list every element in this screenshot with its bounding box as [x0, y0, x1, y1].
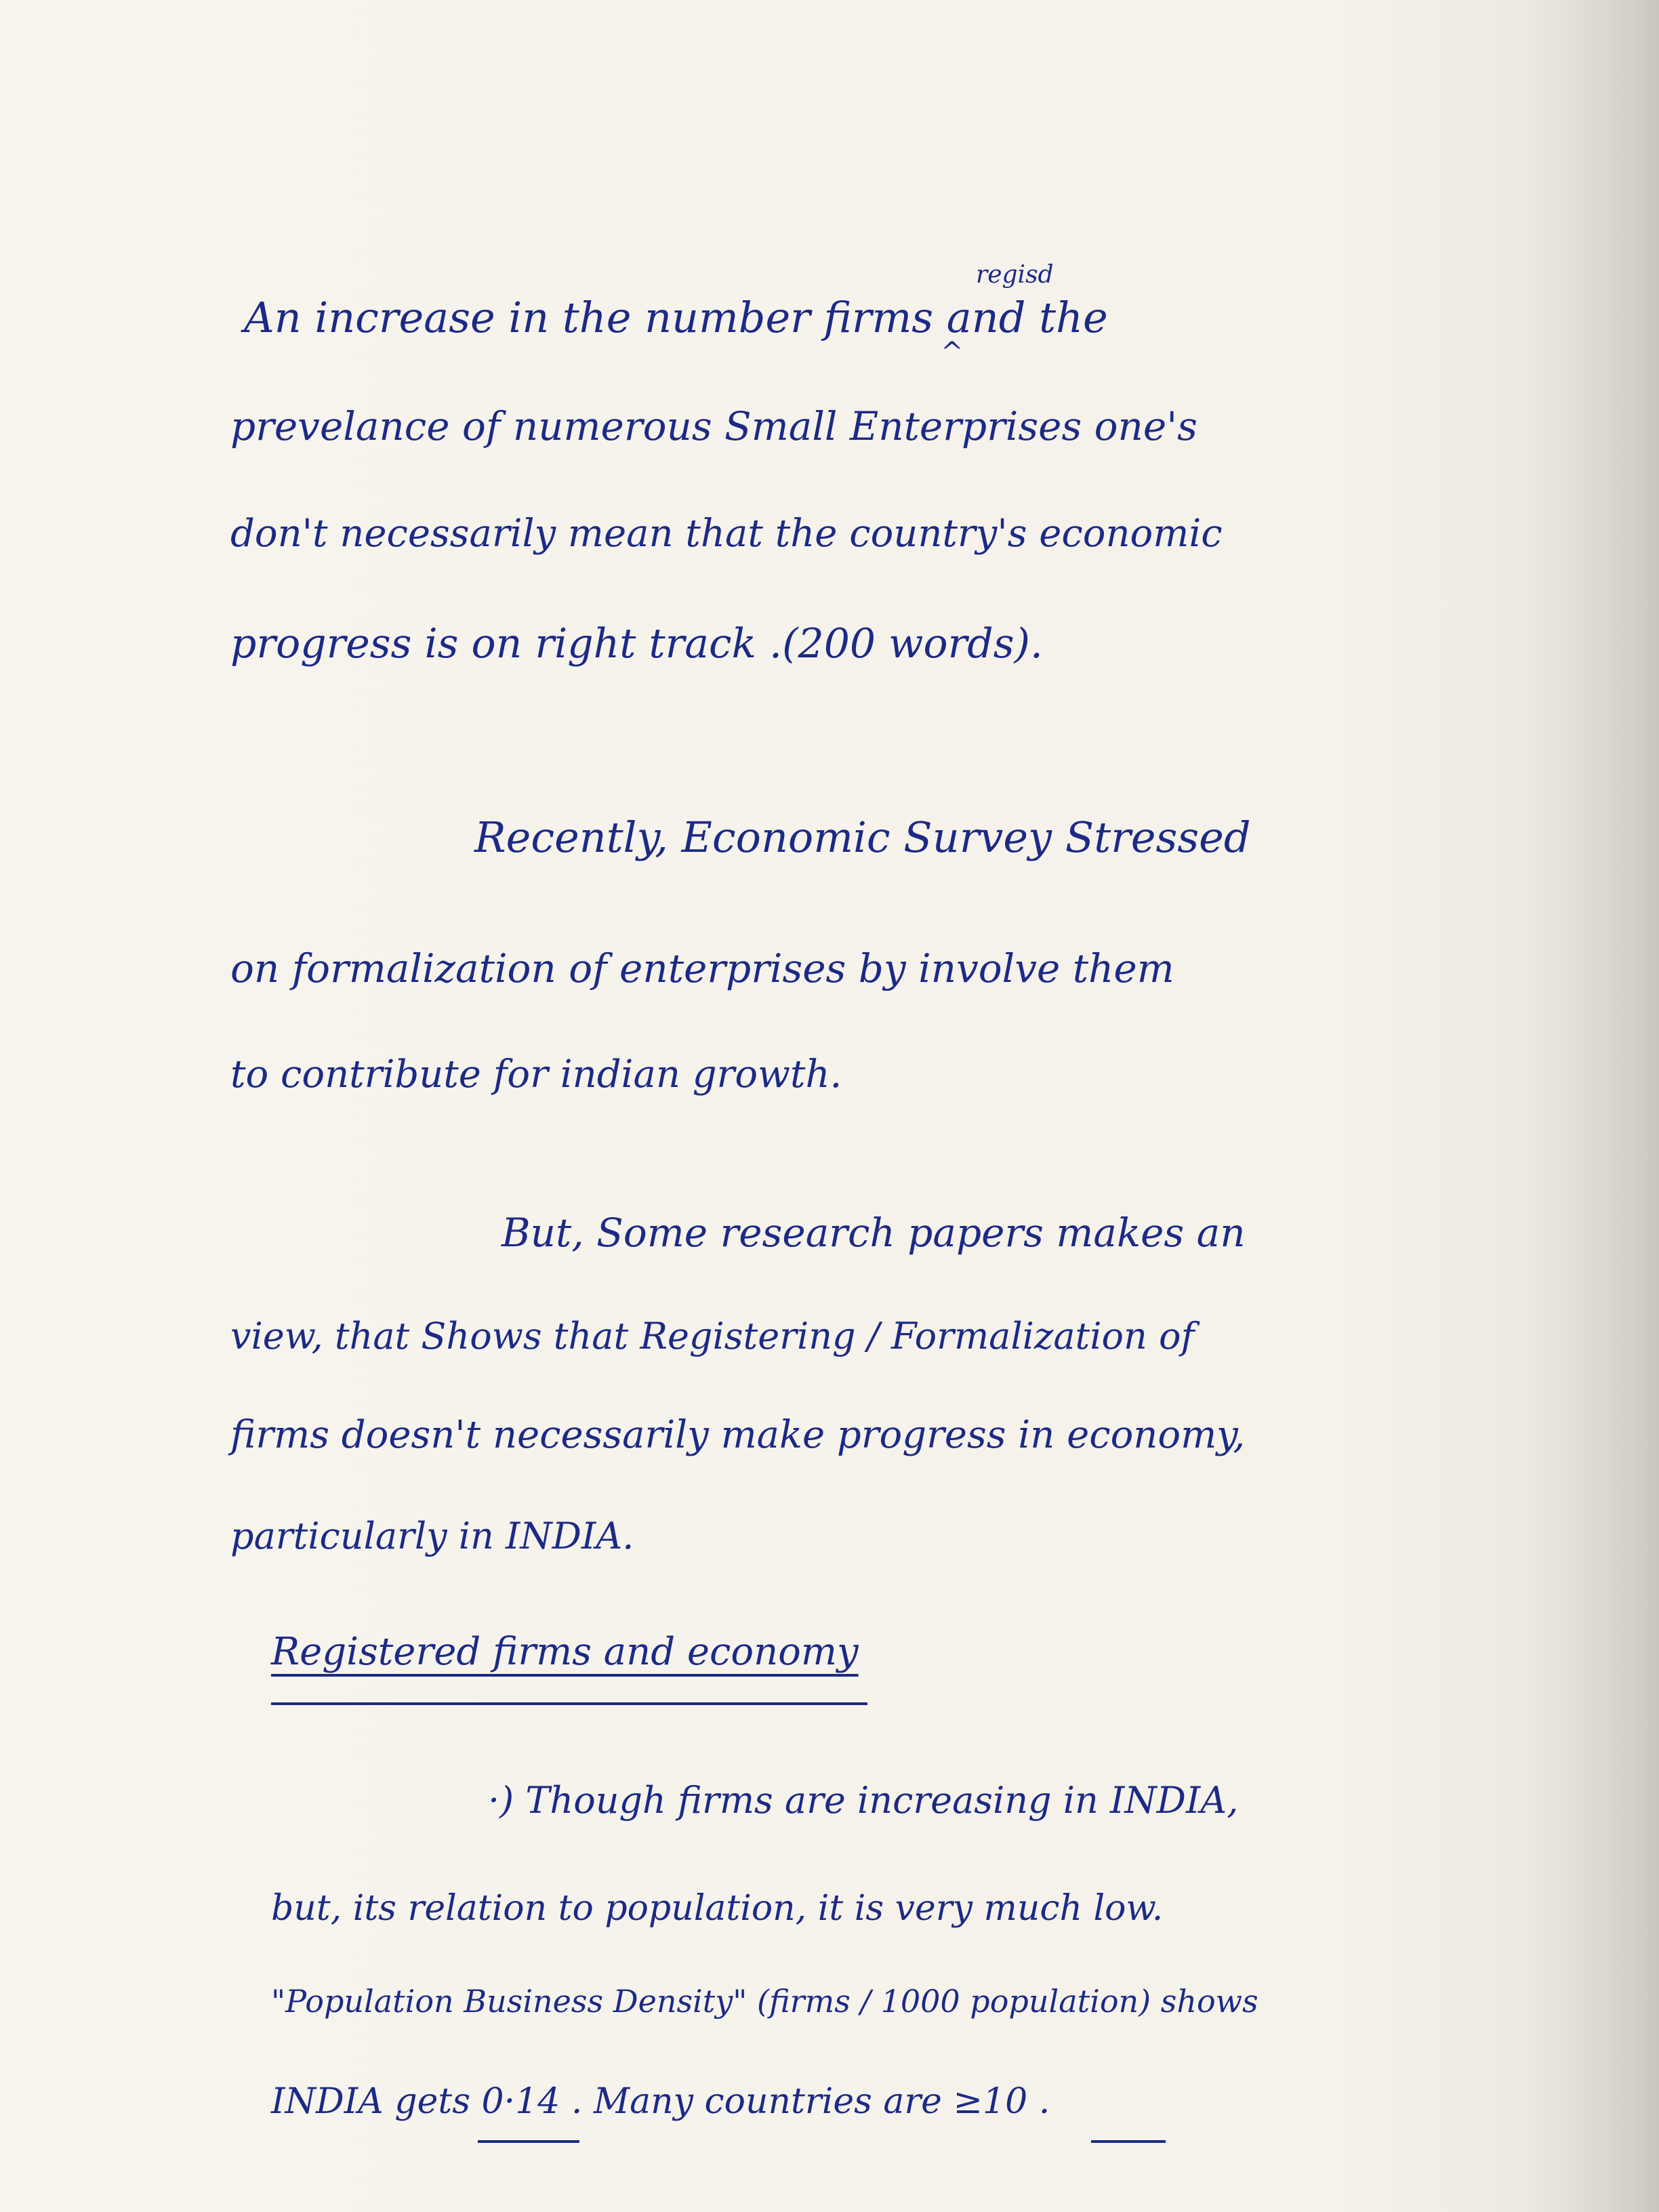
question-line-4: progress is on right track .(200 words). [230, 620, 1043, 668]
threshold-underline [1091, 2140, 1166, 2143]
intro-line-1: Recently, Economic Survey Stressed [474, 813, 1251, 862]
intro-line-2: on formalization of enterprises by involve them [230, 945, 1174, 991]
page-edge-shadow [1523, 0, 1659, 2212]
body-line-4: INDIA gets 0·14 . Many countries are ≥10 . [271, 2081, 1050, 2122]
paragraph2-line-4: particularly in INDIA. [230, 1515, 634, 1557]
intro-line-3: to contribute for indian growth. [230, 1052, 842, 1097]
question-line-3: don't necessarily mean that the country's economic [230, 512, 1223, 556]
question-line-2: prevelance of numerous Small Enterprises one's [230, 403, 1197, 449]
value-underline [478, 2140, 579, 2143]
body-line-2: but, its relation to population, it is very much low. [271, 1888, 1164, 1929]
body-line-1: ·) Though firms are increasing in INDIA, [488, 1779, 1239, 1822]
section-heading: Registered firms and economy [271, 1630, 859, 1674]
question-line-1: An increase in the number firms and the [244, 293, 1108, 342]
paragraph2-line-3: firms doesn't necessarily make progress in economy, [230, 1413, 1246, 1457]
insertion-note: regisd [976, 261, 1054, 289]
insertion-caret: ^ [941, 337, 964, 368]
heading-second-underline [271, 1702, 867, 1705]
paragraph2-line-2: view, that Shows that Registering / Formalization of [230, 1315, 1195, 1357]
body-line-3: "Population Business Density" (firms / 1000 population) shows [271, 1983, 1258, 2020]
paragraph2-line-1: But, Some research papers makes an [501, 1210, 1246, 1256]
